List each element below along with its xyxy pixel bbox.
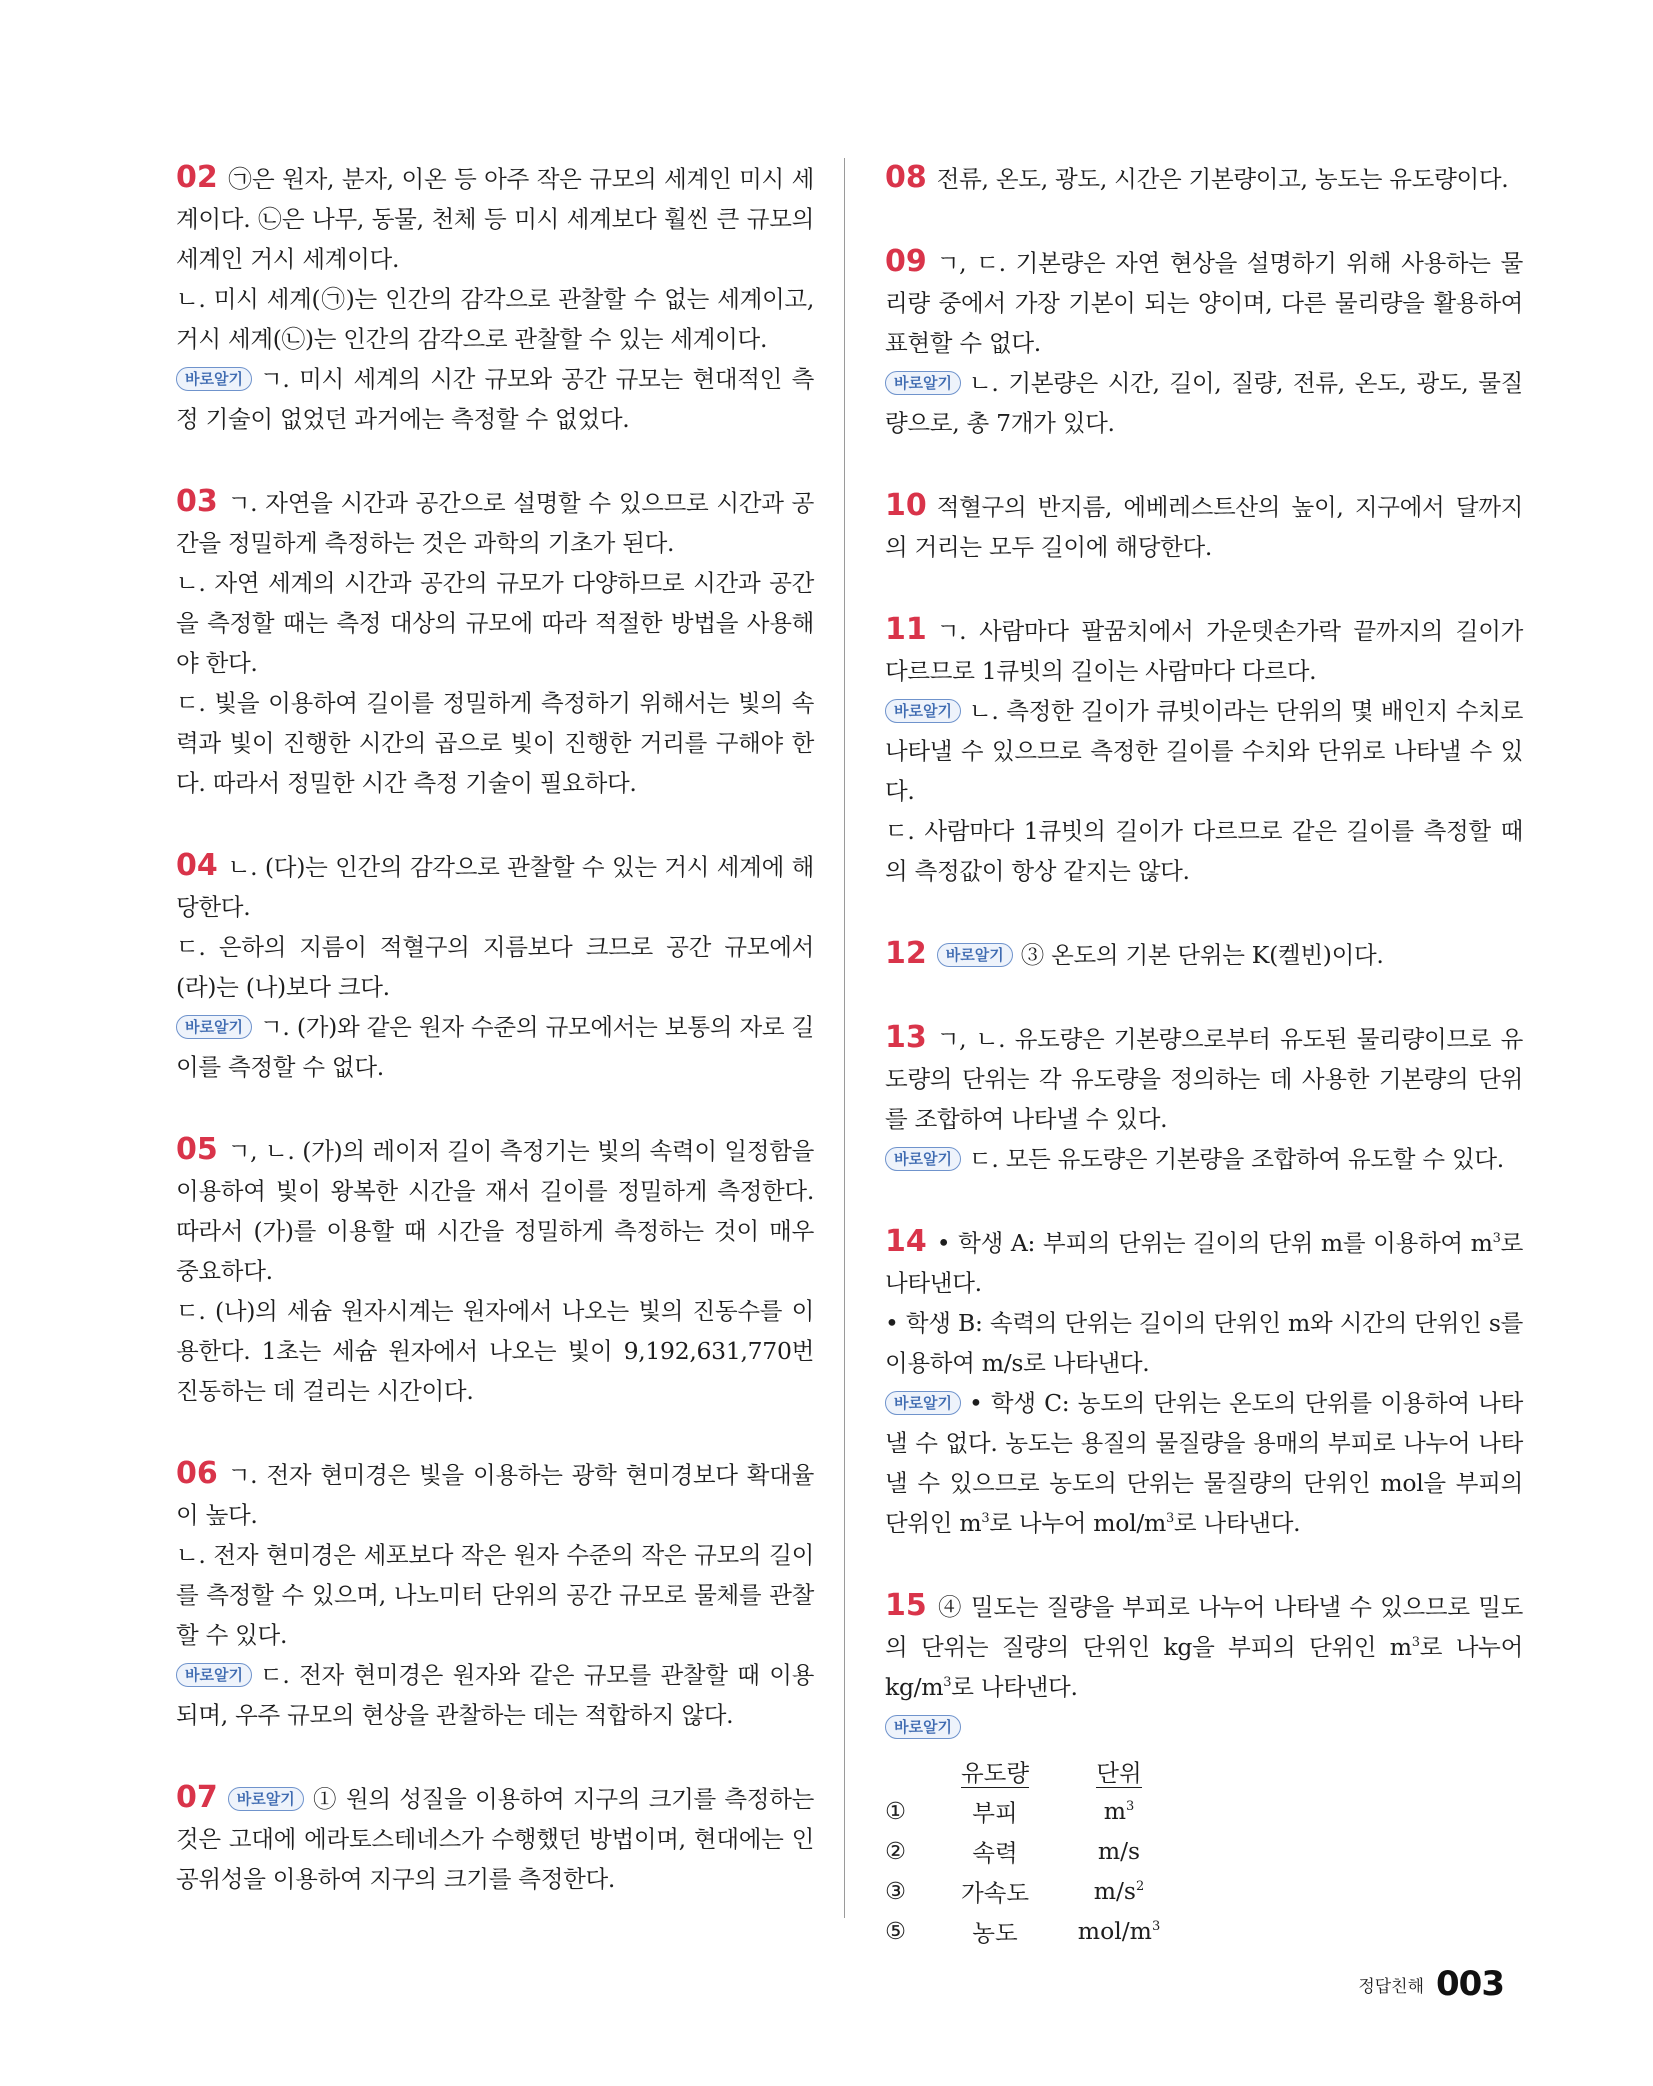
answer-text — [176, 846, 814, 927]
answer-line: ㄴ. 미시 세계(㉠)는 인간의 감각으로 관찰할 수 없는 세계이고, 거시 세계(㉡)는 인간의 감각으로 관찰할 수 있는 세계이다. — [176, 285, 814, 353]
answer-text — [885, 242, 1523, 363]
answer-line: ㄱ, ㄴ. 유도량은 기본량으로부터 유도된 물리량이므로 유도량의 단위는 각 유도량을 정의하는 데 사용한 기본량의 단위를 조합하여 나타낼 수 있다. — [885, 1025, 1523, 1133]
answer-line: ㄷ. 사람마다 1큐빗의 길이가 다르므로 같은 길이를 측정할 때의 측정값이 항상 같지는 않다. — [885, 817, 1523, 885]
correction-line: ㄱ. 미시 세계의 시간 규모와 공간 규모는 현대적인 측정 기술이 없었던 과거에는 측정할 수 없었다. — [176, 365, 814, 433]
answer-item-12 — [885, 934, 1523, 975]
answer-text — [885, 1383, 1523, 1543]
answer-text — [885, 1139, 1523, 1179]
correction-line: ① 원의 성질을 이용하여 지구의 크기를 측정하는 것은 고대에 에라토스테네스가 수행했던 방법이며, 현대에는 인공위성을 이용하여 지구의 크기를 측정한다. — [176, 1785, 814, 1893]
unit-cell — [1059, 1871, 1179, 1911]
question-number: 15 — [885, 1588, 927, 1623]
answer-item-08 — [885, 158, 1523, 199]
answer-line: ④ 밀도는 질량을 부피로 나누어 나타낼 수 있으므로 밀도의 단위는 질량의 단위인 kg을 부피의 단위인 m — [885, 1593, 1523, 1661]
superscript: 3 — [1492, 1231, 1501, 1247]
answer-line: ㄱ, ㄷ. 기본량은 자연 현상을 설명하기 위해 사용하는 물리량 중에서 가장 기본이 되는 양이며, 다른 물리량을 활용하여 표현할 수 없다. — [885, 249, 1523, 357]
choice-number: ③ — [885, 1877, 907, 1905]
question-number: 07 — [176, 1780, 218, 1815]
question-number: 06 — [176, 1456, 218, 1491]
answer-item-07 — [176, 1778, 814, 1899]
table-row — [885, 1871, 1179, 1911]
question-number: 02 — [176, 160, 218, 195]
answer-line: • 학생 B: 속력의 단위는 길이의 단위인 m와 시간의 단위인 s를 이용하여 m/s로 나타낸다. — [885, 1309, 1523, 1377]
answer-text — [176, 279, 814, 359]
answer-text — [176, 1007, 814, 1087]
quantity-cell: 농도 — [972, 1919, 1018, 1947]
answer-text — [176, 359, 814, 439]
answer-line: ㄴ. (다)는 인간의 감각으로 관찰할 수 있는 거시 세계에 해당한다. — [176, 853, 814, 921]
answer-line: 전류, 온도, 광도, 시간은 기본량이고, 농도는 유도량이다. — [936, 165, 1509, 193]
answer-item-05 — [176, 1130, 814, 1411]
correction-line: • 학생 C: 농도의 단위는 온도의 단위를 이용하여 나타낼 수 없다. 농도는 용질의 물질량을 용매의 부피로 나누어 나타낼 수 있으므로 농도의 단위는 물질량의 단위인 mol을 부피의 단위인 m — [885, 1389, 1523, 1537]
answer-line: 로 나타낸다. — [885, 1229, 1523, 1297]
correction-badge: 바로알기 — [885, 1147, 961, 1171]
answer-text — [176, 683, 814, 803]
correction-badge: 바로알기 — [885, 1715, 961, 1739]
question-number: 03 — [176, 484, 218, 519]
correction-badge: 바로알기 — [885, 371, 961, 395]
page-number: 003 — [1436, 1964, 1504, 2004]
choice-number: ② — [885, 1837, 907, 1865]
correction-badge: 바로알기 — [176, 1663, 252, 1687]
unit-text: m/s — [1093, 1877, 1136, 1905]
unit-table-header — [885, 1751, 1179, 1791]
answer-text — [176, 1655, 814, 1735]
answer-line: ㄱ. 자연을 시간과 공간으로 설명할 수 있으므로 시간과 공간을 정밀하게 측정하는 것은 과학의 기초가 된다. — [176, 489, 814, 557]
answer-text — [176, 1778, 814, 1899]
question-number: 04 — [176, 848, 218, 883]
unit-text: m/s — [1097, 1837, 1141, 1865]
answer-line: 로 나누어 kg/m — [885, 1633, 1523, 1701]
answer-item-03 — [176, 482, 814, 803]
answer-text — [885, 486, 1523, 567]
quantity-cell: 속력 — [972, 1839, 1018, 1867]
correction-line: ㄴ. 기본량은 시간, 길이, 질량, 전류, 온도, 광도, 물질량으로, 총 7개가 있다. — [885, 369, 1523, 437]
header-unit — [1059, 1751, 1179, 1791]
column-divider — [844, 158, 845, 1918]
question-number: 05 — [176, 1132, 218, 1167]
answer-text — [176, 1130, 814, 1291]
answer-text — [885, 610, 1523, 691]
answer-text — [176, 1535, 814, 1655]
question-number: 09 — [885, 244, 927, 279]
answer-line: 로 나타낸다. — [951, 1673, 1078, 1701]
header-quantity — [931, 1751, 1059, 1791]
answer-text — [885, 934, 1523, 975]
answer-item-15 — [885, 1586, 1523, 1951]
correction-line: ㄴ. 측정한 길이가 큐빗이라는 단위의 몇 배인지 수치로 나타낼 수 있으므로 측정한 길이를 수치와 단위로 나타낼 수 있다. — [885, 697, 1523, 805]
answer-line: ㉠은 원자, 분자, 이온 등 아주 작은 규모의 세계인 미시 세계이다. ㉡은 나무, 동물, 천체 등 미시 세계보다 훨씬 큰 규모의 세계인 거시 세계이다. — [176, 165, 814, 273]
answer-text — [176, 1291, 814, 1411]
answer-line: • 학생 A: 부피의 단위는 길이의 단위 m를 이용하여 m — [936, 1229, 1493, 1257]
correction-line: 로 나타낸다. — [1173, 1509, 1301, 1537]
superscript: 3 — [1151, 1919, 1161, 1935]
answer-line: ㄷ. (나)의 세슘 원자시계는 원자에서 나오는 빛의 진동수를 이용한다. 1초는 세슘 원자에서 나오는 빛이 9,192,631,770번 진동하는 데 걸리는 시간이다. — [176, 1297, 814, 1405]
correction-line: ㄷ. 모든 유도량은 기본량을 조합하여 유도할 수 있다. — [968, 1145, 1504, 1173]
header-unit-label: 단위 — [1096, 1759, 1142, 1787]
answer-text — [885, 1018, 1523, 1139]
answer-line: ㄱ. 전자 현미경은 빛을 이용하는 광학 현미경보다 확대율이 높다. — [176, 1461, 814, 1529]
answer-line: ㄴ. 전자 현미경은 세포보다 작은 원자 수준의 작은 규모의 길이를 측정할 수 있으며, 나노미터 단위의 공간 규모로 물체를 관찰할 수 있다. — [176, 1541, 814, 1649]
answer-text — [885, 811, 1523, 891]
question-number: 11 — [885, 612, 927, 647]
answer-text — [885, 1707, 1523, 1747]
superscript: 3 — [943, 1675, 952, 1691]
right-column — [885, 158, 1523, 1994]
answer-text — [885, 1303, 1523, 1383]
correction-badge: 바로알기 — [228, 1787, 304, 1811]
unit-cell — [1059, 1911, 1179, 1951]
correction-badge: 바로알기 — [176, 367, 252, 391]
correction-line: 로 나누어 mol/m — [989, 1509, 1166, 1537]
superscript: 3 — [1165, 1511, 1174, 1527]
answer-line: ㄷ. 은하의 지름이 적혈구의 지름보다 크므로 공간 규모에서 (라)는 (나)보다 크다. — [176, 933, 814, 1001]
answer-item-02 — [176, 158, 814, 439]
superscript: 3 — [1411, 1635, 1420, 1651]
correction-badge: 바로알기 — [885, 1391, 961, 1415]
correction-badge: 바로알기 — [176, 1015, 252, 1039]
answer-item-10 — [885, 486, 1523, 567]
correction-line: ㄱ. (가)와 같은 원자 수준의 규모에서는 보통의 자로 길이를 측정할 수 없다. — [176, 1013, 814, 1081]
table-row — [885, 1791, 1179, 1831]
unit-text: m — [1103, 1797, 1126, 1825]
unit-table — [885, 1751, 1179, 1951]
answer-text — [176, 482, 814, 563]
answer-item-14 — [885, 1222, 1523, 1543]
answer-line: ㄱ, ㄴ. (가)의 레이저 길이 측정기는 빛의 속력이 일정함을 이용하여 빛이 왕복한 시간을 재서 길이를 정밀하게 측정한다. 따라서 (가)를 이용할 때 시간을 정밀하게 측정하는 것이 매우 중요하다. — [176, 1137, 814, 1285]
answer-item-09 — [885, 242, 1523, 443]
header-quantity-label: 유도량 — [960, 1759, 1030, 1787]
answer-line: ㄷ. 빛을 이용하여 길이를 정밀하게 측정하기 위해서는 빛의 속력과 빛이 진행한 시간의 곱으로 빛이 진행한 거리를 구해야 한다. 따라서 정밀한 시간 측정 기술이 필요하다. — [176, 689, 814, 797]
question-number: 13 — [885, 1020, 927, 1055]
answer-item-06 — [176, 1454, 814, 1735]
answer-line: 적혈구의 반지름, 에베레스트산의 높이, 지구에서 달까지의 거리는 모두 길이에 해당한다. — [885, 493, 1523, 561]
answer-text — [176, 927, 814, 1007]
superscript: 2 — [1135, 1879, 1145, 1895]
answer-text — [176, 563, 814, 683]
choice-number: ① — [885, 1797, 907, 1825]
header-blank — [885, 1751, 931, 1791]
correction-badge: 바로알기 — [885, 699, 961, 723]
answer-text — [885, 691, 1523, 811]
question-number: 14 — [885, 1224, 927, 1259]
footer-label: 정답친해 — [1358, 1976, 1425, 1997]
correction-badge: 바로알기 — [937, 943, 1013, 967]
answer-text — [885, 363, 1523, 443]
answer-text — [176, 158, 814, 279]
correction-line: ㄷ. 전자 현미경은 원자와 같은 규모를 관찰할 때 이용되며, 우주 규모의 현상을 관찰하는 데는 적합하지 않다. — [176, 1661, 814, 1729]
answer-text — [176, 1454, 814, 1535]
quantity-cell: 부피 — [972, 1799, 1018, 1827]
answer-item-11 — [885, 610, 1523, 891]
answer-line: ㄱ. 사람마다 팔꿈치에서 가운뎃손가락 끝까지의 길이가 다르므로 1큐빗의 길이는 사람마다 다르다. — [885, 617, 1523, 685]
superscript: 3 — [1126, 1799, 1135, 1815]
answer-item-04 — [176, 846, 814, 1087]
question-number: 10 — [885, 488, 927, 523]
table-row — [885, 1911, 1179, 1951]
unit-cell — [1059, 1791, 1179, 1831]
superscript: 3 — [981, 1511, 990, 1527]
answer-item-13 — [885, 1018, 1523, 1179]
unit-cell — [1059, 1831, 1179, 1871]
answer-line: ㄴ. 자연 세계의 시간과 공간의 규모가 다양하므로 시간과 공간을 측정할 때는 측정 대상의 규모에 따라 적절한 방법을 사용해야 한다. — [176, 569, 814, 677]
table-row — [885, 1831, 1179, 1871]
unit-text: mol/m — [1077, 1917, 1152, 1945]
correction-line: ③ 온도의 기본 단위는 K(켈빈)이다. — [1020, 941, 1384, 969]
choice-number: ⑤ — [885, 1917, 907, 1945]
left-column — [176, 158, 814, 1942]
answer-text — [885, 158, 1523, 199]
page-footer — [1358, 1964, 1504, 2004]
answer-text — [885, 1586, 1523, 1707]
answer-text — [885, 1222, 1523, 1303]
quantity-cell: 가속도 — [960, 1879, 1030, 1907]
question-number: 08 — [885, 160, 927, 195]
question-number: 12 — [885, 936, 927, 971]
